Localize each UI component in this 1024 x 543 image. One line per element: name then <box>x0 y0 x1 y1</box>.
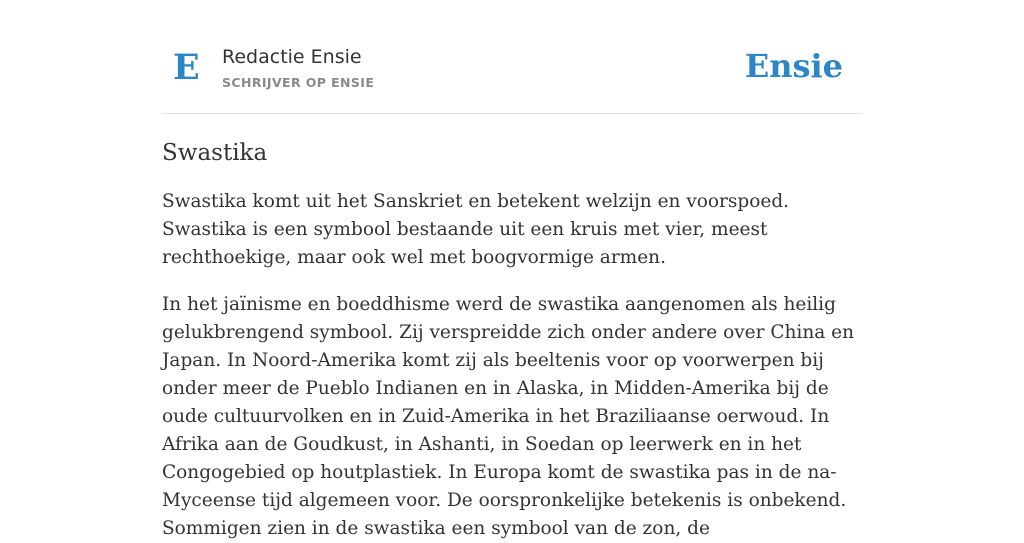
article-paragraph: Swastika komt uit het Sanskriet en betekent welzijn en voorspoed. Swastika is een symbool bestaande uit een kruis met vier, meest rechthoekige, maar ook wel met boogvormige armen. <box>162 191 790 268</box>
author-name[interactable]: Redactie Ensie <box>222 46 362 68</box>
ensie-logo-mark[interactable]: E <box>173 47 200 88</box>
ensie-brand-logo[interactable]: Ensie <box>744 47 843 85</box>
article-header <box>162 0 862 114</box>
article-paragraph: In het jaïnisme en boeddhisme werd de swastika aangenomen als heilig gelukbrengend symbool. Zij verspreidde zich onder andere over China en Japan. In Noord-Amerika komt zij als beeltenis voor op voorwerpen bij onder meer de Pueblo Indianen en in Alaska, in Midden-Amerika bij de oude cultuurvolken en in Zuid-Amerika in het Braziliaanse oerwoud. In Afrika aan de Goudkust, in Ashanti, in Soedan op leerwerk en in het Congogebied op houtplastiek. In Europa komt de swastika pas in de na-Myceense tijd algemeen voor. De oorspronkelijke betekenis is onbekend. Sommigen zien in de swastika een symbool van de zon, de <box>162 294 855 539</box>
article-page <box>162 0 862 543</box>
author-role: SCHRIJVER OP ENSIE <box>222 75 375 90</box>
article-title: Swastika <box>162 140 268 166</box>
